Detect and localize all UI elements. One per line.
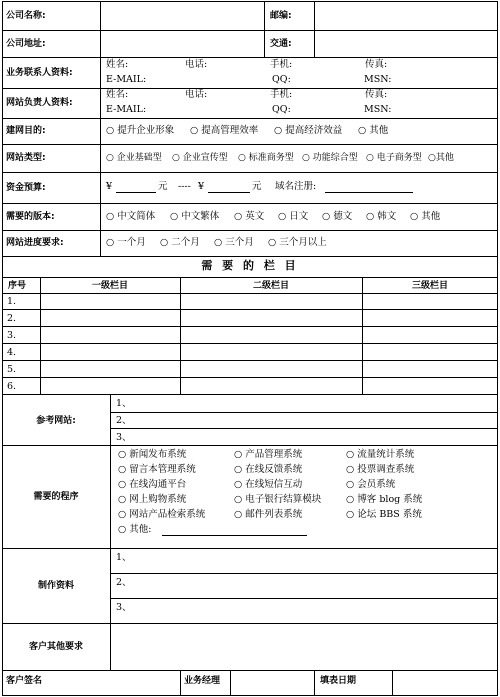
- site-type-option[interactable]: ○ 电子商务型: [366, 153, 422, 163]
- column-header-index: 序号: [8, 281, 27, 291]
- program-option[interactable]: ○ 网上购物系统: [118, 494, 187, 505]
- fax-field: 传真:: [365, 89, 388, 100]
- program-option[interactable]: ○ 网站产品检索系统: [118, 509, 206, 520]
- currency-unit: 元: [252, 181, 262, 192]
- rule: [2, 360, 498, 361]
- progress-option[interactable]: ○ 三个月以上: [268, 237, 327, 248]
- rule: [110, 428, 498, 429]
- msn-field: MSN:: [364, 74, 392, 85]
- row-index: 2.: [7, 313, 17, 324]
- columns-section-title: 需 要 的 栏 目: [201, 259, 299, 272]
- program-option-other[interactable]: ○ 其他:: [118, 524, 152, 535]
- site-type-label: 网站类型:: [6, 153, 46, 163]
- rule: [2, 623, 498, 624]
- column-header-level2: 二级栏目: [252, 281, 289, 291]
- material-item[interactable]: 3、: [116, 602, 132, 613]
- website-owner-label: 网站负责人资料:: [6, 98, 73, 108]
- purpose-label: 建网目的:: [6, 126, 46, 136]
- material-item[interactable]: 2、: [116, 577, 132, 588]
- customer-signature-label: 客户签名: [6, 676, 43, 686]
- qq-field: QQ:: [272, 104, 291, 115]
- rule: [2, 144, 498, 145]
- version-option[interactable]: ○ 其他: [410, 211, 441, 222]
- msn-field: MSN:: [364, 104, 392, 115]
- program-option[interactable]: ○ 博客 blog 系统: [346, 494, 423, 505]
- other-requirements-label: 客户其他要求: [28, 642, 83, 652]
- rule: [110, 412, 498, 413]
- reference-item[interactable]: 1、: [116, 398, 132, 409]
- site-type-option[interactable]: ○ 功能综合型: [302, 153, 358, 163]
- purpose-option[interactable]: ○ 提升企业形象: [106, 125, 175, 136]
- rule: [2, 256, 498, 257]
- rule: [2, 30, 498, 31]
- version-option[interactable]: ○ 英文: [234, 211, 265, 222]
- transport-label: 交通:: [270, 39, 292, 49]
- currency-unit: 元: [158, 181, 168, 192]
- column-header-level1: 一级栏目: [91, 281, 128, 291]
- program-option[interactable]: ○ 留言本管理系统: [118, 464, 196, 475]
- site-type-option[interactable]: ○其他: [428, 153, 454, 163]
- purpose-option[interactable]: ○ 其他: [358, 125, 389, 136]
- rule: [2, 548, 498, 549]
- progress-label: 网站进度要求:: [6, 238, 64, 248]
- rule: [100, 1, 101, 257]
- rule: [2, 394, 498, 395]
- company-address-label: 公司地址:: [6, 39, 46, 49]
- fax-field: 传真:: [365, 59, 388, 70]
- rule: [362, 277, 363, 394]
- rule: [392, 670, 393, 696]
- phone-field: 电话:: [185, 89, 208, 100]
- purpose-option[interactable]: ○ 提高经济效益: [274, 125, 343, 136]
- mobile-field: 手机:: [270, 59, 293, 70]
- progress-option[interactable]: ○ 一个月: [106, 237, 146, 248]
- reference-item[interactable]: 2、: [116, 415, 132, 426]
- rule: [2, 172, 498, 173]
- postcode-label: 邮编:: [270, 11, 292, 21]
- name-field: 姓名:: [106, 59, 129, 70]
- rule: [180, 277, 181, 394]
- program-option[interactable]: ○ 论坛 BBS 系统: [346, 509, 422, 520]
- company-name-label: 公司名称:: [6, 11, 46, 21]
- business-contact-label: 业务联系人资料:: [6, 68, 73, 78]
- site-type-option[interactable]: ○ 标准商务型: [238, 153, 294, 163]
- qq-field: QQ:: [272, 74, 291, 85]
- column-header-level3: 三级栏目: [411, 281, 448, 291]
- email-field: E-MAIL:: [106, 74, 147, 85]
- program-option[interactable]: ○ 投票调查系统: [346, 464, 415, 475]
- name-field: 姓名:: [106, 89, 129, 100]
- budget-max-input[interactable]: [208, 192, 250, 193]
- phone-field: 电话:: [185, 59, 208, 70]
- fill-date-label: 填表日期: [320, 676, 357, 686]
- budget-min-input[interactable]: [116, 192, 156, 193]
- rule: [314, 670, 315, 696]
- materials-label: 制作资料: [37, 581, 74, 591]
- program-option[interactable]: ○ 在线短信互动: [234, 479, 303, 490]
- budget-label: 资金预算:: [6, 183, 46, 193]
- rule: [2, 309, 498, 310]
- currency-symbol: ¥: [198, 181, 205, 192]
- rule: [2, 88, 498, 89]
- domain-registration-input[interactable]: [325, 192, 413, 193]
- program-option[interactable]: ○ 产品管理系统: [234, 449, 303, 460]
- rule: [230, 670, 231, 696]
- range-separator: ----: [178, 181, 191, 192]
- rule: [2, 326, 498, 327]
- rule: [180, 670, 181, 696]
- row-index: 4.: [7, 347, 17, 358]
- rule: [2, 343, 498, 344]
- rule: [314, 1, 315, 57]
- mobile-field: 手机:: [270, 89, 293, 100]
- sales-manager-label: 业务经理: [184, 676, 221, 686]
- version-option[interactable]: ○ 日文: [278, 211, 309, 222]
- program-option[interactable]: ○ 会员系统: [346, 479, 396, 490]
- progress-option[interactable]: ○ 三个月: [214, 237, 254, 248]
- rule: [2, 293, 498, 294]
- program-option[interactable]: ○ 电子银行结算模块: [234, 494, 322, 505]
- row-index: 5.: [7, 364, 17, 375]
- version-option[interactable]: ○ 中文简体: [106, 211, 156, 222]
- row-index: 3.: [7, 330, 17, 341]
- rule: [264, 1, 265, 57]
- version-option[interactable]: ○ 中文繁体: [170, 211, 220, 222]
- rule: [2, 118, 498, 119]
- rule: [2, 57, 498, 58]
- rule: [2, 203, 498, 204]
- progress-option[interactable]: ○ 二个月: [160, 237, 200, 248]
- programs-label: 需要的程序: [33, 492, 79, 502]
- program-option[interactable]: ○ 在线沟通平台: [118, 479, 187, 490]
- rule: [110, 394, 111, 670]
- row-index: 1.: [7, 296, 17, 307]
- program-other-input[interactable]: [162, 535, 307, 536]
- rule: [110, 598, 498, 599]
- rule: [2, 445, 498, 446]
- program-option[interactable]: ○ 流量统计系统: [346, 449, 415, 460]
- rule: [110, 573, 498, 574]
- rule: [2, 277, 498, 278]
- purpose-option[interactable]: ○ 提高管理效率: [190, 125, 259, 136]
- row-index: 6.: [7, 381, 17, 392]
- rule: [2, 377, 498, 378]
- material-item[interactable]: 1、: [116, 552, 132, 563]
- program-option[interactable]: ○ 邮件列表系统: [234, 509, 303, 520]
- program-option[interactable]: ○ 新闻发布系统: [118, 449, 187, 460]
- currency-symbol: ¥: [106, 181, 113, 192]
- reference-sites-label: 参考网站:: [36, 416, 76, 426]
- rule: [40, 277, 41, 394]
- domain-registration-label: 域名注册:: [275, 181, 317, 192]
- site-type-option[interactable]: ○ 企业基础型: [106, 153, 162, 163]
- reference-item[interactable]: 3、: [116, 432, 132, 443]
- version-option[interactable]: ○ 韩文: [366, 211, 397, 222]
- program-option[interactable]: ○ 在线反馈系统: [234, 464, 303, 475]
- versions-label: 需要的版本:: [6, 212, 55, 222]
- site-type-option[interactable]: ○ 企业宣传型: [172, 153, 228, 163]
- email-field: E-MAIL:: [106, 104, 147, 115]
- rule: [2, 230, 498, 231]
- version-option[interactable]: ○ 德文: [322, 211, 353, 222]
- rule: [2, 670, 498, 671]
